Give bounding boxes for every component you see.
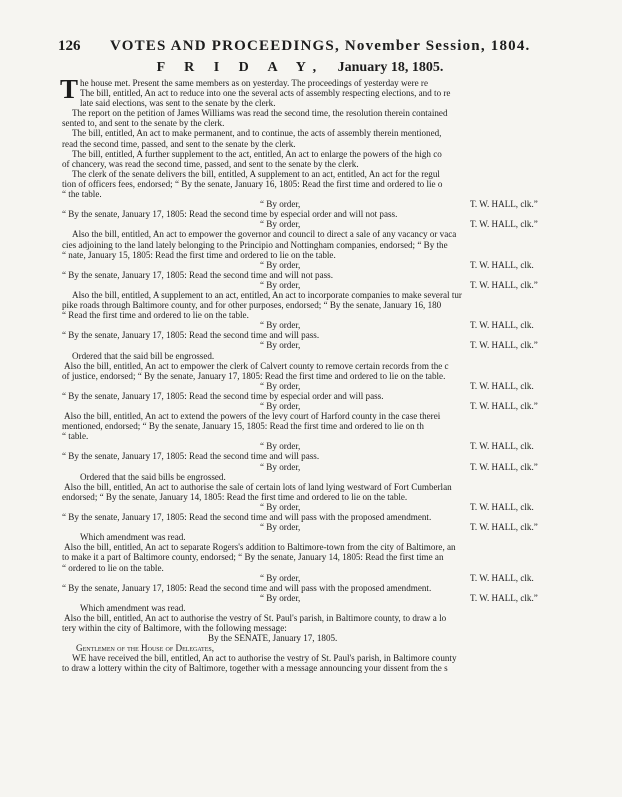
day-heading [0,60,600,76]
clerk-name: T. W. HALL, clk. [470,501,534,512]
text-line: “ the table. [62,189,102,200]
page-header [58,38,570,56]
text-line: Also the bill, entitled, An act to separate Rogers's addition to Baltimore-town from the city of Baltimore, an [64,542,456,553]
text-line: endorsed; “ By the senate, January 14, 1805: Read the first time and ordered to lie on the table. [62,491,408,502]
clerk-name: T. W. HALL, clk. [470,259,534,270]
by-order-text: “ By order, [260,401,301,411]
by-order-text: “ By order, [260,380,301,391]
by-order-text: “ By order, [260,441,301,452]
signature-line [62,219,622,229]
text-line: “ By the senate, January 17, 1805: Read the second time and will pass. [62,451,320,462]
text-line: Also the bill, entitled, An act to authorise the sale of certain lots of land lying westward of Fort Cumberlan [64,481,452,492]
text-line: Also the bill, entitled, An act to extend the powers of the levy court of Harford county in the case therei [64,411,441,422]
date-text: January 18, 1805. [337,60,444,75]
text-line: Also the bill, entitled, A supplement to an act, entitled, An act to incorporate companies to make several tur [72,289,462,300]
clerk-name: T. W. HALL, clk.” [470,401,538,411]
text-line: “ By the senate, January 17, 1805: Read the second time and will pass with the proposed amendment. [62,512,432,523]
text-line: pike roads through Baltimore county, and for other purposes, endorsed; “ By the senate, January 16, 180 [62,300,442,311]
by-order-text: “ By order, [260,461,301,472]
text-line: of chancery, was read the second time, passed, and sent to the senate by the clerk. [62,158,359,169]
signature-line [62,340,622,350]
text-line: he house met. Present the same members as on yesterday. The proceedings of yesterday were re [80,78,428,88]
clerk-name: T. W. HALL, clk.” [470,340,538,351]
text-line: late said elections, was sent to the senate by the clerk. [80,98,276,109]
text-line: By the SENATE, January 17, 1805. [208,633,338,644]
journal-body [60,74,622,674]
text-line: Also the bill, entitled, An act to empower the governor and council to direct a sale of any vacancy or vaca [72,229,457,240]
text-line: “ nate, January 15, 1805: Read the first time and ordered to lie on the table. [62,249,336,260]
text-line: mentioned, endorsed; “ By the senate, January 15, 1805: Read the first time and ordered to lie on th [62,421,424,432]
clerk-name: T. W. HALL, clk.” [470,522,538,533]
text-line: “ By the senate, January 17, 1805: Read the second time by especial order and will not pass. [62,209,398,220]
running-head: VOTES AND PROCEEDINGS, November Session, 1804. [110,38,531,54]
by-order-text: “ By order, [260,279,301,290]
signature-line [62,199,622,209]
text-line: The report on the petition of James Williams was read the second time, the resolution therein contained [72,108,448,119]
signature-line [62,593,622,603]
text-line: Which amendment was read. [80,602,186,613]
signature-line [62,381,622,391]
text-line: The clerk of the senate delivers the bill, entitled, A supplement to an act, entitled, An act for the regul [72,168,440,179]
by-order-text: “ By order, [260,219,301,230]
text-line: The bill, entitled, An act to make permanent, and to continue, the acts of assembly therein mentioned, [72,128,442,139]
by-order-text: “ By order, [260,501,301,512]
by-order-text: “ By order, [260,522,301,533]
text-line: read the second time, passed, and sent to the senate by the clerk. [62,138,296,149]
text-line: tion of officers fees, endorsed; “ By the senate, January 16, 1805: Read the first time and ordered to lie o [62,178,443,189]
text-line: WE have received the bill, entitled, An act to authorise the vestry of St. Paul's parish, in Baltimore county [72,653,457,664]
text-line: Which amendment was read. [80,532,186,543]
by-order-text: “ By order, [260,572,301,583]
signature-line [62,280,622,290]
text-line: The bill, entitled, A further supplement to the act, entitled, An act to enlarge the powers of the high co [72,148,442,159]
by-order-text: “ By order, [260,592,301,603]
clerk-name: T. W. HALL, clk. [470,441,534,452]
text-line: “ table. [62,431,89,442]
clerk-name: T. W. HALL, clk.” [470,461,538,472]
clerk-name: T. W. HALL, clk. [470,320,534,331]
text-line: Ordered that the said bills be engrossed. [80,471,226,482]
text-line: Also the bill, entitled, An act to empower the clerk of Calvert county to remove certain records from the c [64,360,449,371]
signature-line [62,441,622,451]
text-line: “ By the senate, January 17, 1805: Read the second time by especial order and will pass. [62,390,384,401]
text-line: “ Read the first time and ordered to lie on the table. [62,310,249,321]
clerk-name: T. W. HALL, clk. [470,380,534,391]
text-line: cies adjoining to the land lately belonging to the Principio and Nottingham companies, endorsed; “ By the [62,239,448,250]
by-order-text: “ By order, [260,199,301,210]
signature-line [62,260,622,270]
clerk-name: T. W. HALL, clk.” [470,592,538,603]
drop-cap: T [60,74,79,104]
signature-line [62,462,622,472]
text-line: sented to, and sent to the senate by the clerk. [62,118,225,129]
signature-line [62,320,622,330]
clerk-name: T. W. HALL, clk.” [470,199,538,210]
text-line: to make it a part of Baltimore county, endorsed; “ By the senate, January 14, 1805: Read the first time an [62,552,444,563]
text-line: Ordered that the said bill be engrossed. [72,350,215,361]
clerk-name: T. W. HALL, clk. [470,572,534,583]
text-line: Also the bill, entitled, An act to authorise the vestry of St. Paul's parish, in Baltimore county, to draw a lo [64,612,447,623]
text-line: “ By the senate, January 17, 1805: Read the second time and will not pass. [62,269,333,280]
text-line: of justice, endorsed; “ By the senate, January 17, 1805: Read the first time and ordered to lie on the table. [62,370,446,381]
signature-line [62,522,622,532]
signature-line [62,573,622,583]
page-number: 126 [58,38,81,54]
text-line: tery within the city of Baltimore, with the following message: [62,623,287,634]
text-line: to draw a lottery within the city of Baltimore, together with a message announcing your dissent from the s [62,663,448,674]
text-line: “ By the senate, January 17, 1805: Read the second time and will pass with the proposed amendment. [62,582,432,593]
clerk-name: T. W. HALL, clk.” [470,279,538,290]
by-order-text: “ By order, [260,259,301,270]
text-line: The bill, entitled, An act to reduce into one the several acts of assembly respecting elections, and to re [80,88,451,99]
day-name: F R I D A Y, [156,60,325,75]
by-order-text: “ By order, [260,320,301,331]
text-line: “ By the senate, January 17, 1805: Read the second time and will pass. [62,330,320,341]
clerk-name: T. W. HALL, clk.” [470,219,538,230]
signature-line [62,401,622,411]
signature-line [62,502,622,512]
text-line: “ ordered to lie on the table. [62,562,164,573]
text-line: Gentlemen of the House of Delegates, [76,643,215,654]
by-order-text: “ By order, [260,340,301,351]
